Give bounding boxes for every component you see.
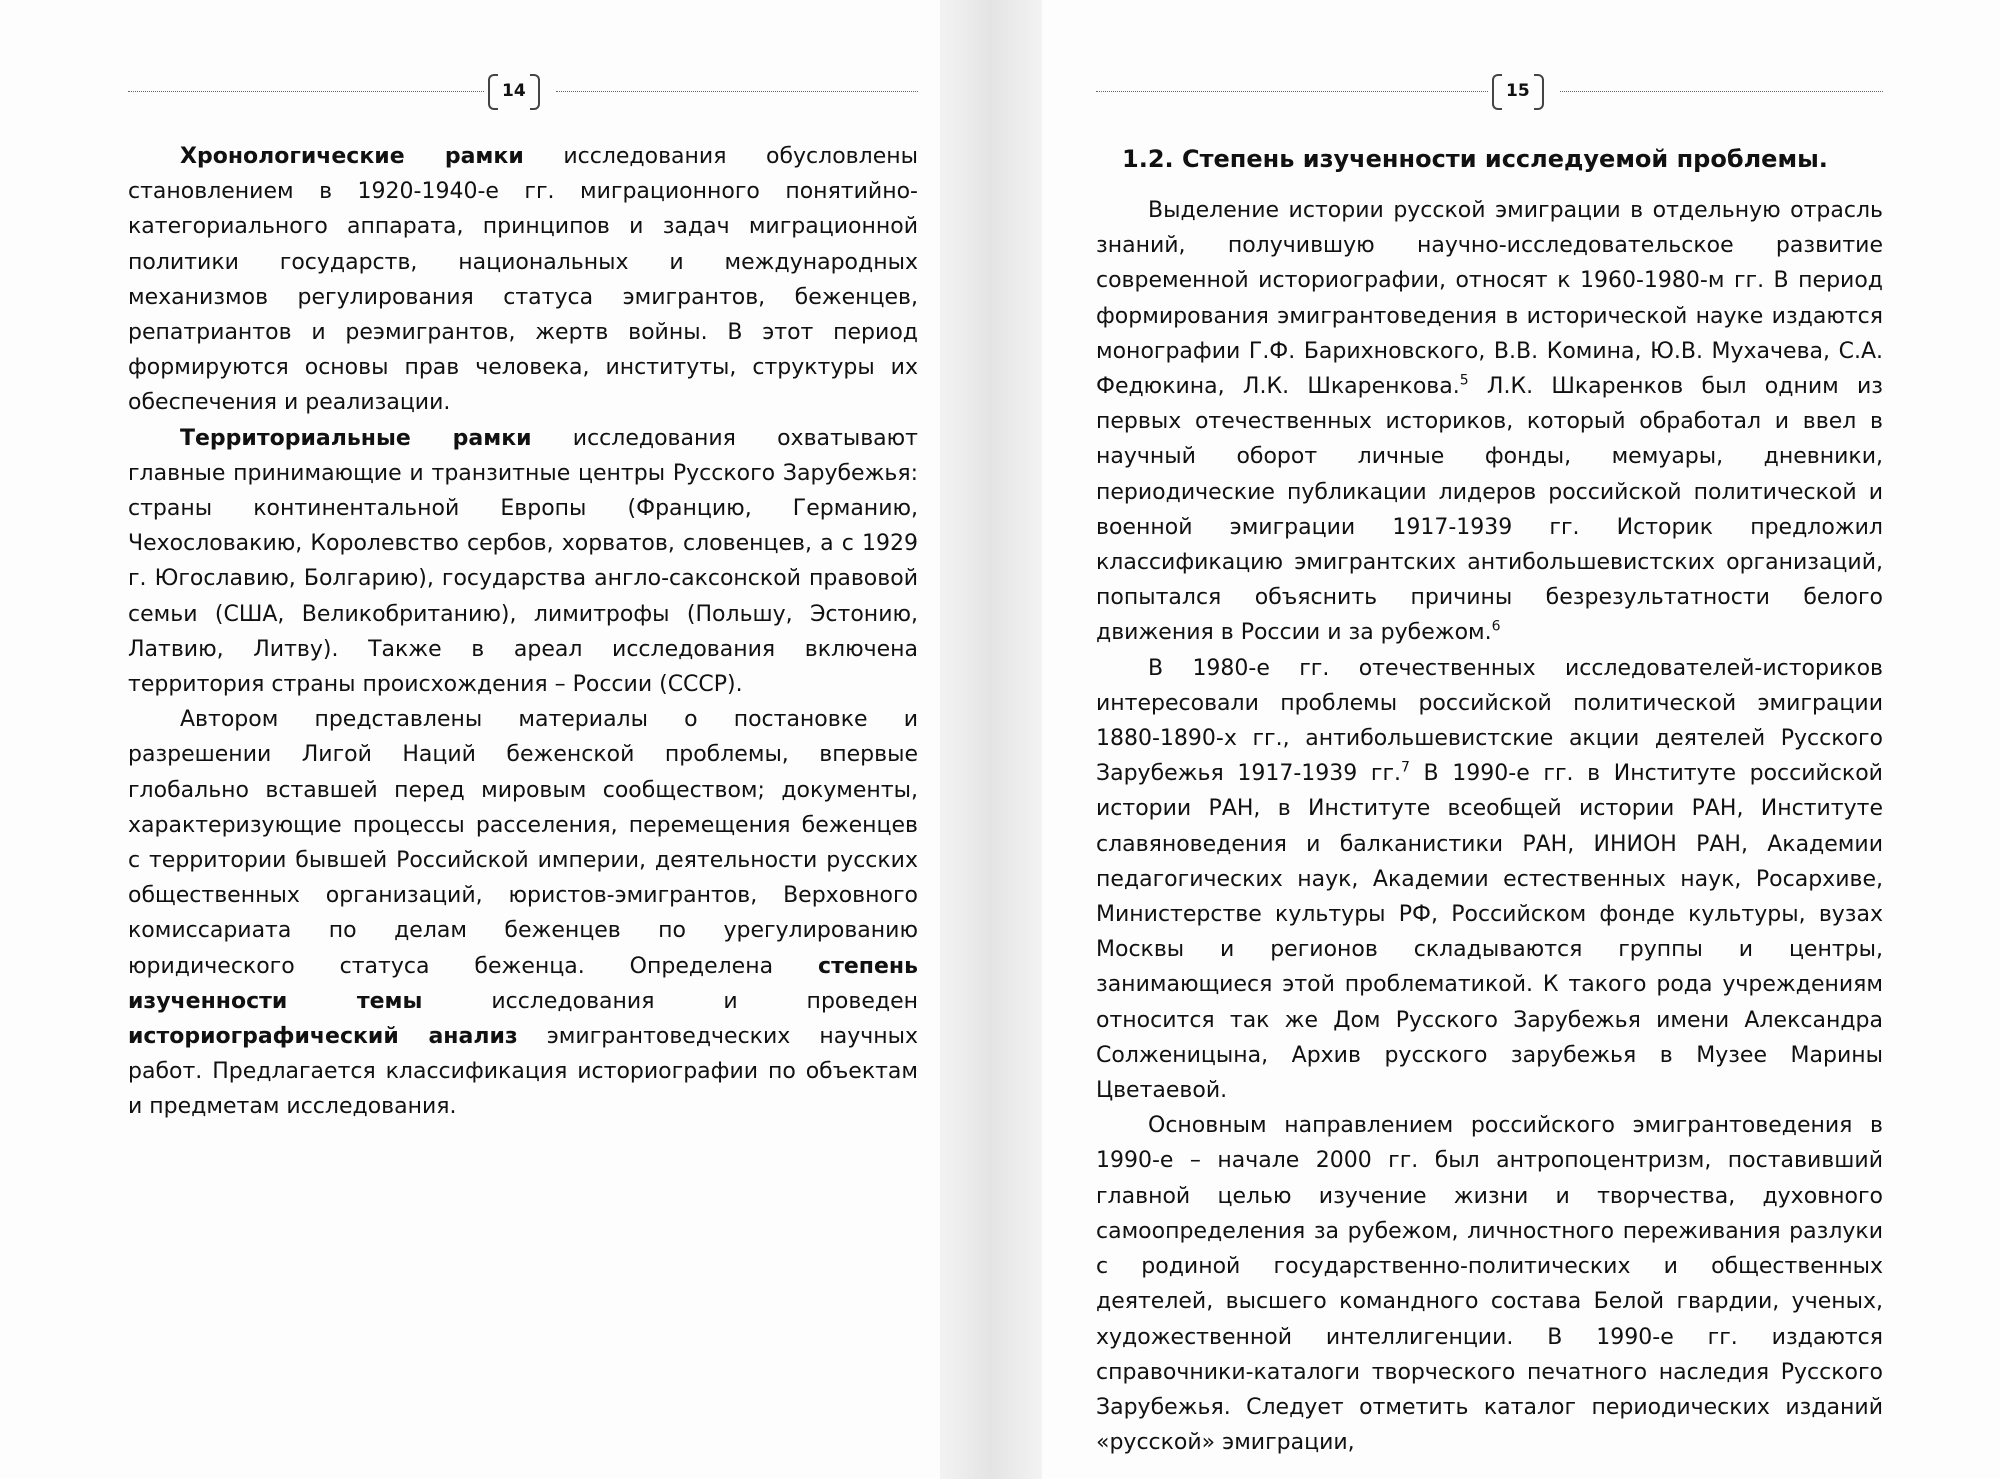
paragraph-text: исследования охватывают главные принимающие и транзитные центры Русского Зарубежья: страны континентальной Европы (Францию, Германию, Чехословакию, Королевство сербов, хорватов, словенцев, а с 1929 г. Югославию, Болгарию), государства англо-саксонской правовой семьи (США, Великобританию), лимитрофы (Польшу, Эстонию, Латвию, Литву). Также в ареал исследования включена территория страны происхождения – России (СССР). (128, 425, 918, 698)
paragraph-text: Выделение истории русской эмиграции в отдельную отрасль знаний, получившую научно-исследовательское развитие современной историографии, относят к 1960-1980-м гг. В период формирования эмигрантоведения в исторической науке издаются монографии Г.Ф. Барихновского, В.В. Комина, Ю.В. Мухачева, С.А. Федюкина, Л.К. Шкаренкова. (1096, 198, 1883, 400)
paragraph-text: В 1980-е гг. отечественных исследователей-историков интересовали проблемы российской политической эмиграции 1880-1890-х гг., антибольшевистские акции деятелей Русского Зарубежья 1917-1939 гг. (1096, 655, 1883, 787)
footnote-ref: 6 (1491, 619, 1501, 636)
page-body (1096, 142, 1883, 1460)
paragraph-text: Л.К. Шкаренков был одним из первых отечественных историков, который обработал и ввел в научный оборот личные фонды, мемуары, дневники, периодические публикации лидеров российской политической и военной эмиграции 1917-1939 гг. Историк предложил классификацию эмигрантских антибольшевистских организаций, попытался объяснить причины безрезультатности белого движения в России и за рубежом. (1096, 374, 1883, 646)
section-heading: 1.2. Степень изученности исследуемой проблемы. (1122, 145, 1828, 173)
header-rule-left (128, 91, 484, 92)
paragraph-text: Автором представлены материалы о постановке и разрешении Лигой Наций беженской проблемы, впервые глобально вставшей перед мировым сообществом; документы, характеризующие процессы расселения, перемещения беженцев с территории бывшей Российской империи, деятельности русских общественных организаций, юристов-эмигрантов, Верховного комиссариата по делам беженцев по урегулированию юридического статуса беженца. Определена (128, 707, 918, 979)
paragraph-text: исследования и проведен (422, 988, 919, 1014)
header-rule-right (556, 91, 918, 92)
paragraph-text: В 1990-е гг. в Институте российской истории РАН, в Институте всеобщей истории РАН, Институте славяноведения и балканистики РАН, ИНИОН РАН, Академии педагогических наук, Академии естественных наук, Росархиве, Министерстве культуры РФ, Российском фонде культуры, вузах Москвы и регионов складываются группы и центры, занимающиеся этой проблематикой. К такого рода учреждениям относится так же Дом Русского Зарубежья имени Александра Солженицына, Архив русского зарубежья в Музее Марины Цветаевой. (1096, 761, 1883, 1104)
paragraph-text: Основным направлением российского эмигрантоведения в 1990-е – начале 2000 гг. был антропоцентризм, поставивший главной целью изучение жизни и творчества, духовного самоопределения за рубежом, личностного переживания разлуки с родиной государственно-политических и общественных деятелей, высшего командного состава Белой гвардии, ученых, художественной интеллигенции. В 1990-е гг. издаются справочники-каталоги творческого печатного наследия Русского Зарубежья. Следует отметить каталог периодических изданий «русской» эмиграции, (1096, 1113, 1883, 1456)
paragraph-anthropocentrism (1096, 1108, 1883, 1460)
term-bold: Хронологические рамки (180, 144, 524, 169)
paragraph-historiography-origins (1096, 193, 1883, 651)
paragraph-text: эмигрантоведческих научных работ. Предлагается классификация историографии по объектам и предметам исследования. (128, 1024, 918, 1120)
page-body (128, 139, 918, 1125)
header-rule-right (1560, 91, 1883, 92)
paragraph-1980s-1990s (1096, 651, 1883, 1109)
header-rule-left (1096, 91, 1488, 92)
footnote-ref: 5 (1459, 372, 1469, 389)
left-page (0, 0, 940, 1479)
term-bold: историографический анализ (128, 1024, 518, 1050)
page-number: 14 (488, 74, 540, 108)
book-gutter (940, 0, 1042, 1479)
term-bold: степень изученности темы (128, 953, 918, 1014)
page-header (1096, 74, 1883, 110)
paragraph-territorial-scope (128, 421, 918, 703)
footnote-ref: 7 (1401, 759, 1410, 776)
term-bold: Территориальные рамки (180, 425, 532, 451)
page-number: 15 (1492, 74, 1544, 108)
paragraph-author-materials (128, 702, 918, 1124)
paragraph-text: исследования обусловлены становлением в 1920-1940-е гг. миграционного понятийно-категориального аппарата, принципов и задач миграционной политики государств, национальных и международных механизмов регулирования статуса эмигрантов, беженцев, репатриантов и реэмигрантов, жертв войны. В этот период формируются основы прав человека, институты, структуры их обеспечения и реализации. (128, 144, 918, 416)
page-header (128, 74, 918, 110)
right-page (1042, 0, 2000, 1479)
paragraph-chronological-scope (128, 139, 918, 421)
